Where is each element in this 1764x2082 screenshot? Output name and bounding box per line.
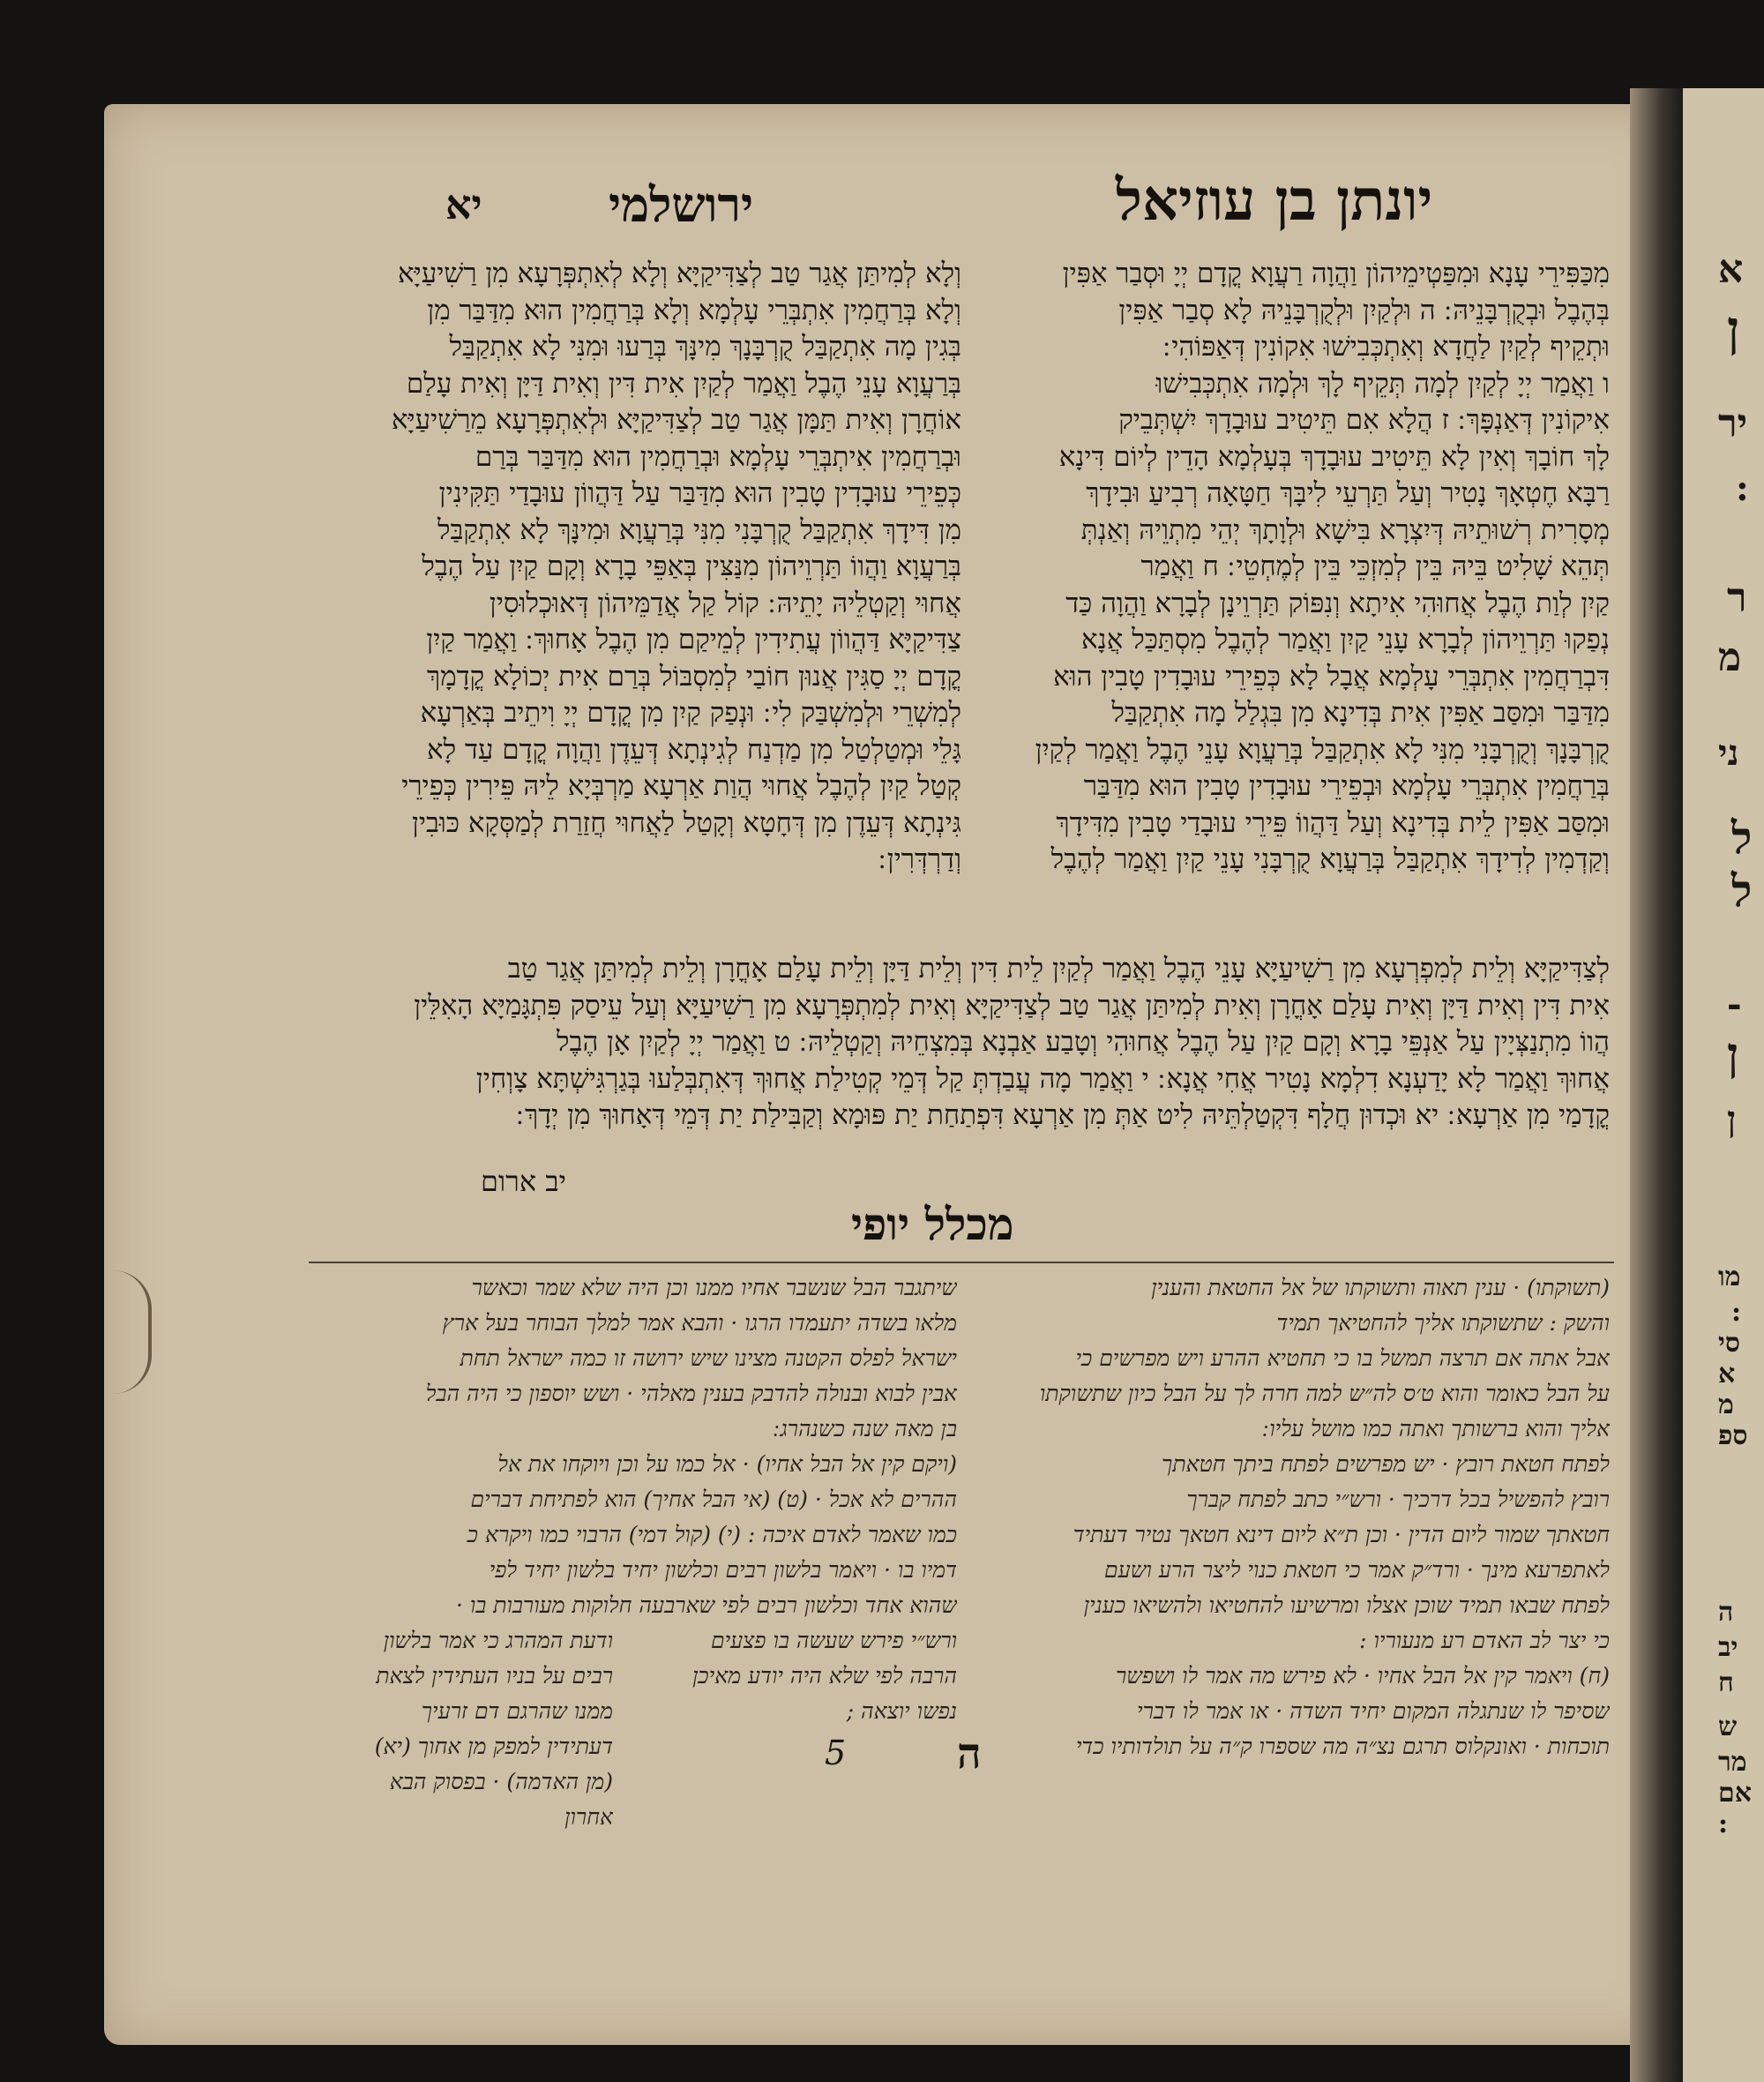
text-line: ישראל לפלס הקטנה מצינו שיש ירושה זו כמה ישראל תחת bbox=[460, 1345, 957, 1371]
text-line: רבים על בניו העתידין לצאת bbox=[376, 1663, 613, 1689]
text-line: אִיקוֹנִין דְּאַנְפָּךְ ׃ ז הֲלָא אִם תֵּיטִיב עוּבָדָךְ יִשְׁתְּבֵיק bbox=[1118, 404, 1610, 436]
facing-text-fragment: ן bbox=[1727, 1098, 1737, 1140]
catchword: יב ארום bbox=[481, 1165, 567, 1198]
folio-number: 5 bbox=[825, 1734, 847, 1772]
text-line: מִדַּבַּר וּמִסַּב אַפִּין אִית בְּדִינָא מִן בִּגְלַל מָה אִתְקַבַּל bbox=[1111, 697, 1610, 729]
text-line: מלאו בשדה יתעמדו הרגו · והבא אמר למלך הבוחר בעל ארץ bbox=[442, 1310, 957, 1336]
text-line: נְפַקוּ תַּרְוֵיהוֹן לְבָרָא עָנֵי קַיִן וַאֲמַר לְהֶבֶל מִסְתַּכַּל אֲנָא bbox=[1081, 624, 1610, 655]
text-line: בְּרַעֲוָא עָנֵי הֶבֶל וַאֲמַר לְקַיִן אִית דִּין וְאִית דַּיָּן וְאִית עָלַם bbox=[406, 367, 961, 400]
text-line: לפתח שבאו תמיד שוכן אצלו ומרשיעו להחטיאו ולהשיאו כענין bbox=[1083, 1592, 1610, 1618]
text-line: ההרים לא אכל · (ט) (אי הבל אחיך) הוא לפתיחת דברים bbox=[470, 1487, 957, 1512]
text-line: וְדַרְדְּרִין ׃ bbox=[878, 843, 961, 875]
commentary-column-left bbox=[313, 1270, 957, 1623]
facing-text-fragment: ן bbox=[1727, 300, 1740, 358]
text-line: בְּרַחֲמִין אִתְבְּרֵי עָלְמָא וּבְפֵירֵי עוּבָדִין טָבִין הוּא מִדַּבַּר bbox=[1083, 770, 1610, 802]
text-line: לאתפרעא מינך · ורד״ק אמר כי חטאת כנוי ליצר הרע ושעם bbox=[1104, 1557, 1610, 1583]
text-line: גָּלֵי וּמְטַלְטַל מִן מַדְנַח לְגִינְתָא דְּעֵדֶן וַהֲוָה קֳדָם עַד לָא bbox=[427, 733, 961, 766]
text-line: וּמִסַּב אַפִּין לֵית בְּדִינָא וְעַל דַּהֲווֹ פֵּירֵי עוּבָדַי טָבִין מִדִּידָךְ bbox=[1056, 806, 1610, 839]
facing-text-fragment: א bbox=[1718, 1359, 1736, 1389]
facing-text-fragment: ל bbox=[1731, 865, 1753, 917]
text-line: וּבְרַחֲמִין אִיתְבְּרֵי עָלְמָא וּבְרַחֲמִין הוּא מִדַּבַּר בְּרַם bbox=[475, 440, 961, 473]
text-line: לפתח חטאת רובץ · יש מפרשים לפתח ביתך חטאתך bbox=[1162, 1451, 1610, 1477]
text-line: אבל אתה אם תרצה תמשל בו כי תחטיא ההרע ויש מפרשים כי bbox=[1075, 1345, 1610, 1371]
text-line: (מן האדמה) · בפסוק הבא bbox=[389, 1769, 613, 1794]
facing-text-fragment: א bbox=[1718, 247, 1744, 292]
text-line: וְקַדְמִין לְדִידָךְ אִתְקַבַּל בְּרַעֲוָא קֻרְבָּנִי עָנֵי קַיִן וַאֲמַר לְהֶבֶל bbox=[1050, 843, 1610, 875]
text-line: לְצַדִּיקַיָּא וְלֵית לְמִפְרְעָא מִן רַשִׁיעַיָּא עָנֵי הֶבֶל וַאֲמַר לְקַיִן לֵית דִּין וְלֵית דַּיָּן וְלֵית עָלַם אָחֳרָן וְלֵית לְמִיתַּן אֲגַר טַב bbox=[507, 953, 1610, 985]
text-line: אוֹחֲרָן וְאִית תַּמָּן אֲגַר טַב לְצַדִּיקַיָּא וּלְאִתְפְּרָעָא מֵרַשִׁיעַיָּא bbox=[391, 404, 961, 436]
facing-text-fragment: : bbox=[1731, 1297, 1742, 1328]
text-line: אבין לבוא ובנולה להדבק בענין מאלהי · ושש יוספון כי היה הבל bbox=[425, 1381, 957, 1406]
facing-text-fragment: מ bbox=[1718, 1389, 1734, 1420]
text-line: כי יצר לב האדם רע מנעוריו : bbox=[1359, 1628, 1610, 1653]
text-line: וְלָא בְּרַחֲמִין אִתְבְּרֵי עָלְמָא וְלָא בְּרַחֲמִין הוּא מִדַּבַּר מִן bbox=[427, 294, 961, 326]
text-line: (תשוקתו) · ענין תאוה ותשוקתו של אל החטאת והענין bbox=[1151, 1275, 1610, 1300]
commentary-column-left-lower-a bbox=[313, 1623, 613, 1835]
text-line: דמיו בו · ויאמר בלשון רבים וכלשון יחיד בלשון יחיד לפי bbox=[489, 1557, 957, 1583]
text-line: וְלָא לְמִיתַּן אֲגַר טַב לְצַדִּיקַיָּא וְלָא לְאִתְפְּרָעָא מִן רַשִׁיעַיָּא bbox=[397, 258, 961, 289]
text-line: והשק : שתשוקתו אליך להחטיאך תמיד bbox=[1276, 1310, 1610, 1336]
facing-text-fragment: ל bbox=[1731, 812, 1753, 864]
commentary-column-right bbox=[979, 1270, 1610, 1764]
text-line: אֲחוּךְ וַאֲמַר לָא יָדַעְנָא דִלְמָא נָטִיר אֲחִי אֲנָא ׃ י וַאֲמַר מָה עֲבַדְתְּ קַל דְּמֵי קְטִילַת אֲחוּךְ דְּאִתְבְּלַעוּ בְּגַרְגִּישְׁתָּא צָוְחִין bbox=[475, 1062, 1610, 1095]
text-line: אֲחוּי וְקַטְלֵיהּ יָתֵיהּ ׃ קוֹל קַל אֲדַמֵּיהוֹן דְּאוּכְלוּסִין bbox=[489, 587, 961, 619]
text-line: קַיִן לְוַת הֶבֶל אֲחוּהִי אִיתָא וְנִפּוֹק תַּרְוֵינָן לְבָרָא וַהֲוָה כַּד bbox=[1065, 587, 1610, 619]
text-line: ורש״י פירש שעשה בו פצעים bbox=[711, 1628, 957, 1653]
text-line: קֳדָמַי מִן אַרְעָא ׃ יא וּכְדוּן חֲלָף דִּקְטַלְתֵּיהּ לִיט אַתְּ מִן אַרְעָא דִּפְתַחַת יַת פּוּמָא וְקַבִּילַת יַת דְּמֵי דְּאָחוּךְ מִן יְדָךְ ׃ bbox=[516, 1099, 1610, 1131]
text-line: בְּגִין מָה אִתְקַבַּל קֻרְבָּנָךְ מִינָּךְ בְּרַעוּ וּמִנִּי לָא אִתְקַבַּל bbox=[449, 331, 961, 363]
text-line: רַבָּא חֶטְאָךְ נָטִיר וְעַל תַּרְעֵי לִיבָּךְ חַטָּאָה רְבִיעַ וּבִידָךְ bbox=[1086, 477, 1610, 509]
text-line: תְּהֵא שָׁלִיט בֵּיהּ בֵּין לְמִזְכֵּי בֵּין לְמֶחְטֵי ׃ ח וַאֲמַר bbox=[1140, 550, 1610, 582]
text-line: שהוא אחד וכלשון רבים לפי שארבעה חלוקות מעורבות בו · bbox=[455, 1592, 957, 1618]
text-line: תוכחות · ואונקלוס תרגם נצ״ה מה שספרו ק״ה על תולדותיו כדי bbox=[1075, 1734, 1610, 1759]
text-line: ודעת המהרג כי אמר בלשון bbox=[383, 1628, 613, 1653]
text-line: וּתְקֵיף לְקַיִן לַחֲדָא וְאִתְכְּבִישׁוּ אִקוֹנִין דְּאַפּוֹהִי ׃ bbox=[1162, 331, 1610, 363]
commentary-title: מכלל יופי bbox=[851, 1198, 1014, 1250]
text-line: דעתידין למפק מן אחוך (יא) bbox=[374, 1734, 613, 1759]
facing-text-fragment: ני bbox=[1718, 732, 1739, 774]
text-line: דִּבְרַחֲמִין אִתְבְּרֵי עָלְמָא אֲבָל לָא כְּפֵירֵי עוּבָדִין טָבִין הוּא bbox=[1053, 660, 1610, 693]
page-number-hebrew: יא bbox=[445, 181, 482, 228]
facing-page-edge bbox=[1683, 88, 1764, 2082]
text-line: קֻרְבָּנָךְ וְקֻרְבָּנִי מִנִּי לָא אִתְקַבַּל בְּרַעֲוָא עָנֵי הֶבֶל וַאֲמַר לְקַיִן bbox=[1035, 733, 1610, 766]
facing-text-fragment: ח bbox=[1718, 1667, 1734, 1698]
commentary-column-left-lower-b bbox=[648, 1623, 957, 1729]
page-clip-mark bbox=[113, 1270, 152, 1394]
text-line: לָךְ חוֹבָךְ וְאִין לָא תֵּיטִיב עוּבָדָךְ בְּעָלְמָא הָדֵין לְיוֹם דִּינָא bbox=[1058, 440, 1610, 473]
facing-text-fragment: יב bbox=[1718, 1632, 1738, 1663]
targum-full-width bbox=[313, 951, 1610, 1135]
text-line: (ויקם קין אל הבל אחיו) · אל כמו על וכן ויוקחו את אל bbox=[497, 1451, 957, 1477]
book-gutter bbox=[1630, 88, 1683, 2082]
text-line: רובץ להפשיל בכל דרכיך · ורש״י כתב לפתח קברך bbox=[1186, 1487, 1610, 1512]
text-line: כְּפֵירֵי עוּבָדִין טָבִין הוּא מִדַּבַּר עַל דַּהֲווֹן עוּבָדַי תַּקִּינִין bbox=[438, 477, 961, 509]
text-line: הרבה לפי שלא היה יודע מאיכן bbox=[692, 1663, 957, 1689]
text-line: ממנו שהרגם דם זרעיך bbox=[421, 1698, 613, 1724]
text-line: (ח) ויאמר קין אל הבל אחיו · לא פירש מה אמר לו ושפשר bbox=[1116, 1663, 1610, 1689]
text-line: הֲווֹ מִתְנַצְּיָין עַל אַנְפֵּי בָרָא וְקָם קַיִן עַל הֶבֶל אֲחוּהִי וְטָבַע אַבְנָא בְּמִצְחֵיהּ וְקַטְלֵיהּ ׃ ט וַאֲמַר יְיָ לְקַיִן אָן הֶבֶל bbox=[557, 1026, 1610, 1058]
facing-text-fragment: : bbox=[1736, 468, 1749, 509]
text-line: מִכַּפִּירֵי עָנָא וּמִפַּטְימֵיהוֹן וַהֲוָה רַעֲוָא קֳדָם יְיָ וּסְבַר אַפִּין bbox=[1062, 258, 1610, 289]
facing-text-fragment: - bbox=[1727, 984, 1742, 1025]
facing-text-fragment: ן bbox=[1727, 1028, 1739, 1082]
facing-text-fragment: ש bbox=[1718, 1711, 1738, 1742]
text-line: קֳדָם יְיָ סַגִּין אֲנוּן חוֹבַי לְמִסְבּוֹל בְּרַם אִית יְכוֹלָא קֳדָמָךְ bbox=[427, 660, 961, 693]
text-line: אחרון bbox=[564, 1804, 613, 1830]
facing-text-fragment: ספ bbox=[1718, 1420, 1748, 1451]
text-line: גִּינְתָא דְּעֵדֶן מִן דְּחָטָא וְקָטַל לַאֲחוּי חֲזַרַת לְמַסְּקָא כּוּבִין bbox=[411, 806, 961, 839]
text-line: מִן דִּידָךְ אִתְקַבַּל קֻרְבָּנִי מִנִּי בְּרַעֲוָא וּמִינָּךְ לָא אִתְקַבַּל bbox=[437, 513, 961, 546]
text-line: ו וַאֲמַר יְיָ לְקַיִן לְמָה תְּקֵיף לָךְ וּלְמָה אִתְכְּבִישׁוּ bbox=[1155, 367, 1610, 400]
facing-text-fragment: ר bbox=[1727, 573, 1747, 621]
facing-text-fragment: אם bbox=[1718, 1778, 1752, 1809]
facing-text-fragment: : bbox=[1718, 1809, 1729, 1839]
signature-mark: ה bbox=[957, 1729, 982, 1779]
text-line: שסיפר לו שנתגלה המקום יחיד השדה · או אמר לו דברי bbox=[1137, 1698, 1610, 1724]
text-line: כמו שאמר לאדם איכה : (י) (קול דמי) הרבוי כמו ויקרא כ bbox=[467, 1522, 957, 1547]
text-line: על הבל כאומר והוא ט׳ס לה״ש למה חרה לך על הבל כיון שתשוקתו bbox=[1039, 1381, 1610, 1406]
text-line: נפשו יוצאה ; bbox=[846, 1698, 957, 1724]
text-line: צַדִּיקַיָּא דַּהֲווֹן עֲתִידִין לְמֵיקַם מִן הֶבֶל אָחוּךְ ׃ וַאֲמַר קַיִן bbox=[426, 624, 961, 655]
targum-column-jonathan bbox=[983, 256, 1610, 879]
running-title-left: ירושלמי bbox=[609, 176, 754, 233]
targum-column-yerushalmi bbox=[313, 256, 961, 879]
text-line: לְמִשְׁרֵי וּלְמִשְׁבַּק לִי ׃ וּנְפַק קַיִן מִן קֳדָם יְיָ וִיתֵיב בְּאַרְעָא bbox=[420, 697, 961, 729]
facing-text-fragment: מ bbox=[1718, 635, 1742, 680]
facing-text-fragment: סי bbox=[1718, 1328, 1740, 1359]
text-line: מְסָרִית רְשׁוּתֵיהּ דְּיִצְרָא בִּישָׁא וּלְוָתָךְ יְהֵי מִתְוֵיהּ וְאַנְתְּ bbox=[1080, 513, 1610, 546]
section-divider bbox=[309, 1262, 1614, 1263]
text-line: בְּהֶבֶל וּבְקֻרְבָּנֵיהּ ׃ ה וּלְקַיִן וּלְקֻרְבָּנֵיהּ לָא סְבַר אַפִּין bbox=[1118, 294, 1610, 326]
text-line: אליך והוא ברשותך ואתה כמו מושל עליו ׃ bbox=[1262, 1416, 1610, 1442]
text-line: חטאתך שמור ליום הדין · וכן ת״א ליום דינא חטאך נטיר דעתיד bbox=[1073, 1522, 1610, 1547]
text-line: קְטַל קַיִן לְהֶבֶל אֲחוּי הֲוַת אַרְעָא מַרְבְּיָא לֵיהּ פֵּירִין כְּפֵירֵי bbox=[401, 770, 961, 802]
facing-text-fragment: מו bbox=[1718, 1262, 1741, 1292]
facing-text-fragment: ה bbox=[1718, 1597, 1734, 1628]
running-title-right: יונתן בן עוזיאל bbox=[1116, 168, 1433, 234]
facing-text-fragment: מר bbox=[1718, 1747, 1747, 1778]
text-line: שיתגבר הבל שנשבר אחיו ממנו וכן היה שלא שמר וכאשר bbox=[471, 1275, 957, 1300]
text-line: אִית דִּין וְאִית דַּיָּן וְאִית עָלַם אָחֳרָן וְאִית לְמִיתַּן אֲגַר טַב לְצַדִּיקַיָּא וְאִית לְמִתְפְּרָעָא מִן רַשִׁיעַיָּא וְעַל עֵיסַק פִּתְגָּמַיָּא הָאִלֵּין bbox=[414, 989, 1610, 1022]
text-line: בן מאה שנה כשנהרג ׃ bbox=[773, 1416, 957, 1442]
text-line: בְּרַעֲוָא וַהֲווֹ תַּרְוֵיהוֹן מִנַּצִּין בְּאַפֵּי בָרָא וְקָם קַיִן עַל הֶבֶל bbox=[422, 550, 961, 582]
facing-text-fragment: יר bbox=[1718, 401, 1748, 446]
